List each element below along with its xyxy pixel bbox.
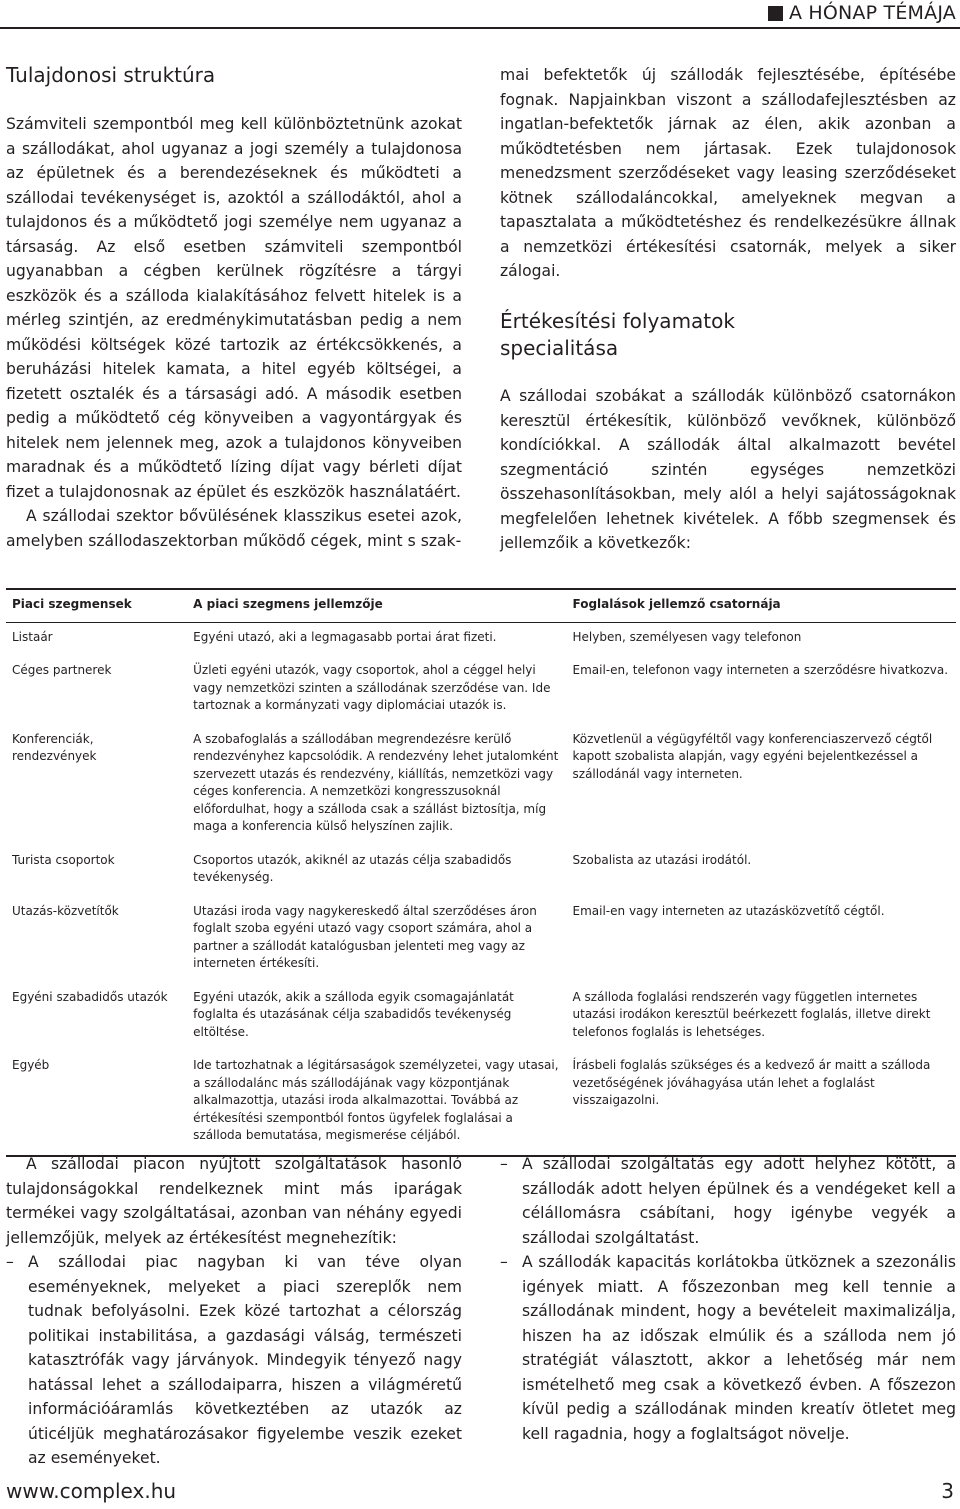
segment-characteristic: Üzleti egyéni utazók, vagy csoportok, ahol a céggel helyi vagy nemzetközi szinten a szállodának szerződése van. Ide tartoznak a kormányzati vagy diplomáciai utazók is. [193,663,551,712]
segment-characteristic: A szobafoglalás a szállodában megrendezésre kerülő rendezvényhez kapcsolódik. A rendezvény lehet jutalomként szervezett utazás és rendezvény, kiállítás, nemzetközi vagy céges konferencia. A nemzetközi kongresszusoknál előfordulhat, hogy a szálloda csak a szállást biztosítja, míg maga a konferencia külső helyszínen zajlik. [193,731,559,833]
section-tag-label: A HÓNAP TÉMÁJA [788,2,956,24]
segment-channel: Email-en vagy interneten az utazásközvetítő cégtől. [572,903,885,918]
segment-channel: Közvetlenül a végügyféltől vagy konferenciaszervező cégtől kapott szobalista alapján, vagy egyéni bejelentkezéssel a szállodánál vagy interneten. [572,731,933,781]
list-item [500,1152,956,1250]
table-row [6,656,956,725]
column-header-channel: Foglalások jellemző csatornája [567,589,956,622]
segment-name: Egyéni szabadidős utazók [12,989,168,1004]
segment-characteristic: Csoportos utazók, akiknél az utazás célja szabadidős tevékenység. [193,852,512,884]
column-header-segment: Piaci szegmensek [6,589,187,622]
table-row [6,897,956,983]
segment-channel: A szálloda foglalási rendszerén vagy független internetes utazási irodákon keresztül beérkezett foglalás, illetve direkt telefonos foglalás is lehetséges. [572,989,931,1039]
dash-bullet: – [6,1253,14,1271]
segment-name: Konferenciák, rendezvények [12,731,97,763]
table-row [6,1051,956,1156]
footer-url[interactable]: www.complex.hu [6,1479,177,1503]
segment-characteristic: Ide tartozhatnak a légitársaságok személyzetei, vagy utasai, a szállodalánc más szállodájának vagy központjának alkalmazottja, utazási iroda alkalmazottai. Továbbá az értékesítési szempontból fontos ügyfelek foglalásai a szálloda bemutatása, megismerése céljából. [193,1058,559,1142]
sales-body [500,384,956,556]
section-tag [768,2,956,24]
table-row [6,725,956,846]
table-row [6,846,956,897]
sales-heading: Értékesítési folyamatok specialitása [500,309,735,360]
column-header-characteristic: A piaci szegmens jellemzője [187,589,566,622]
list-item [500,1250,956,1446]
ownership-body-right [500,63,956,280]
page-number: 3 [941,1479,954,1503]
table-header-row [6,589,956,622]
segment-characteristic: Egyéni utazó, aki a legmagasabb portai árat fizeti. [193,629,497,644]
table-row [6,622,956,656]
segment-characteristic: Utazási iroda vagy nagykereskedő által szerződéses áron foglalt szoba egyéni utazó vagy csoport számára, ahol a partner a szállodát katalógusban jelenteti meg vagy az interneten értékesíti. [193,903,537,970]
list-item-text: A szállodai piac nagyban ki van téve olyan eseményeknek, melyeket a piaci szereplők nem tudnak befolyásolni. Ezek közé tartozhat a célország politikai instabilitása, a gazdasági válság, természeti katasztrófák vagy járványok. Mindegyik tényező nagy hatással lehet a szállodaiparra, hiszen a világméretű információáramlás következtében az utazók az úticéljük meghatározásakor figyelembe veszik ezeket az eseményeket. [28,1253,462,1467]
table-row [6,983,956,1052]
bottom-body-right [500,1152,956,1446]
segment-table [6,588,956,1157]
list-item-text: A szállodák kapacitás korlátokba ütköznek a szezonális igények miatt. A főszezonban meg kell tennie a szállodának mindent, hogy a bevételeit maximalizálja, hiszen ha az időszak elmúlik és a szálloda nem jó stratégiát választott, akkor a lehetőség már nem ismételhető meg csak a következő évben. A főszezon kívül pedig a szállodának minden kreatív ötletet meg kell ragadnia, hogy a foglaltságot növelje. [522,1253,956,1443]
sales-paragraph-1: A szállodai szobákat a szállodák különböző csatornákon keresztül értékesítik, különböző vevőknek, különböző kondíciókkal. A szállodák által alkalmazott bevétel szegmentáció szintén egységes nemzetközi összehasonlításokban, mely alól a helyi sajátosságoknak megfelelően lehetnek kivételek. A főbb szegmensek és jellemzőik a következők: [500,387,956,552]
segment-channel: Írásbeli foglalás szükséges és a kedvező ár maitt a szálloda vezetőségének jóváhagyása után lehet a foglalást visszaigazolni. [572,1058,931,1107]
header-rule [0,27,960,29]
ownership-paragraph-2-continued: mai befektetők új szállodák fejlesztésébe, építésébe fognak. Napjainkban viszont a szállodafejlesztésben az ingatlan-befektetők járnak az élen, akik azonban a működtetésben nem jártasak. Ezek tulajdonosok menedzsment szerződéseket vagy leasing szerződéseket kötnek szállodaláncokkal, amelyeknek megvan a tapasztalata a működtetéshez és rendelkezésükre állnak a nemzetközi értékesítési csatornák, melyek a siker zálogai. [500,66,956,280]
list-item-text: A szállodai szolgáltatás egy adott helyhez kötött, a szállodák adott helyen épülnek és a vendégeket kell a célállomásra csábítani, hogy igénybe vegyék a szállodai szolgáltatást. [522,1155,956,1247]
dash-bullet: – [500,1155,508,1173]
list-item [6,1250,462,1471]
segment-name: Listaár [12,629,53,644]
segment-name: Utazás-közvetítők [12,903,119,918]
dash-bullet: – [500,1253,508,1271]
segment-name: Céges partnerek [12,663,112,677]
bottom-body-left [6,1152,462,1471]
segment-channel: Email-en, telefonon vagy interneten a szerződésre hivatkozva. [572,663,949,677]
segment-name: Turista csoportok [12,852,115,867]
ownership-body-left [6,112,462,552]
square-bullet-icon [768,6,783,21]
segment-channel: Szobalista az utazási irodától. [572,852,752,867]
ownership-paragraph-2: A szállodai szektor bővülésének klasszikus esetei azok, amelyben szállodaszektorban működő cégek, mint s szak- [6,507,462,550]
segment-channel: Helyben, személyesen vagy telefonon [572,629,802,644]
segment-characteristic: Egyéni utazók, akik a szálloda egyik csomagajánlatát foglalta és utazásának célja szabadidős tevékenység eltöltése. [193,989,514,1039]
bottom-intro: A szállodai piacon nyújtott szolgáltatások hasonló tulajdonságokkal rendelkeznek mint más iparágak termékei vagy szolgáltatásai, azonban van néhány egyedi jellemzőjük, melyek az értékesítést megnehezítik: [6,1155,462,1247]
ownership-paragraph-1: Számviteli szempontból meg kell különböztetnünk azokat a szállodákat, ahol ugyanaz a jogi személy a tulajdonosa az épületnek és a berendezéseknek és működteti a szállodai tevékenységet is, azoktól a szállodáktól, ahol a tulajdonos és a működtető jogi személye nem ugyanaz a társaság. Az első esetben számviteli szempontból ugyanabban a cégben kerülnek rögzítésre a tárgyi eszközök és a szálloda kialakításához felvett hitelek is a mérleg szintjén, az eredménykimutatásban pedig a nem működési költségek közé tartozik az értékcsökkenés, a beruházási hitelek kamata, a hitel egyéb költségei, a fizetett osztalék és a társasági adó. A második esetben pedig a működtető cég könyveiben a vagyontárgyak és hitelek nem jelennek meg, azok a tulajdonos könyveiben maradnak és a működtető lízing díjat vagy bérleti díjat fizet a tulajdonosnak az épület és eszközök használatáért. [6,115,462,501]
ownership-heading: Tulajdonosi struktúra [6,63,216,87]
segment-name: Egyéb [12,1058,50,1072]
